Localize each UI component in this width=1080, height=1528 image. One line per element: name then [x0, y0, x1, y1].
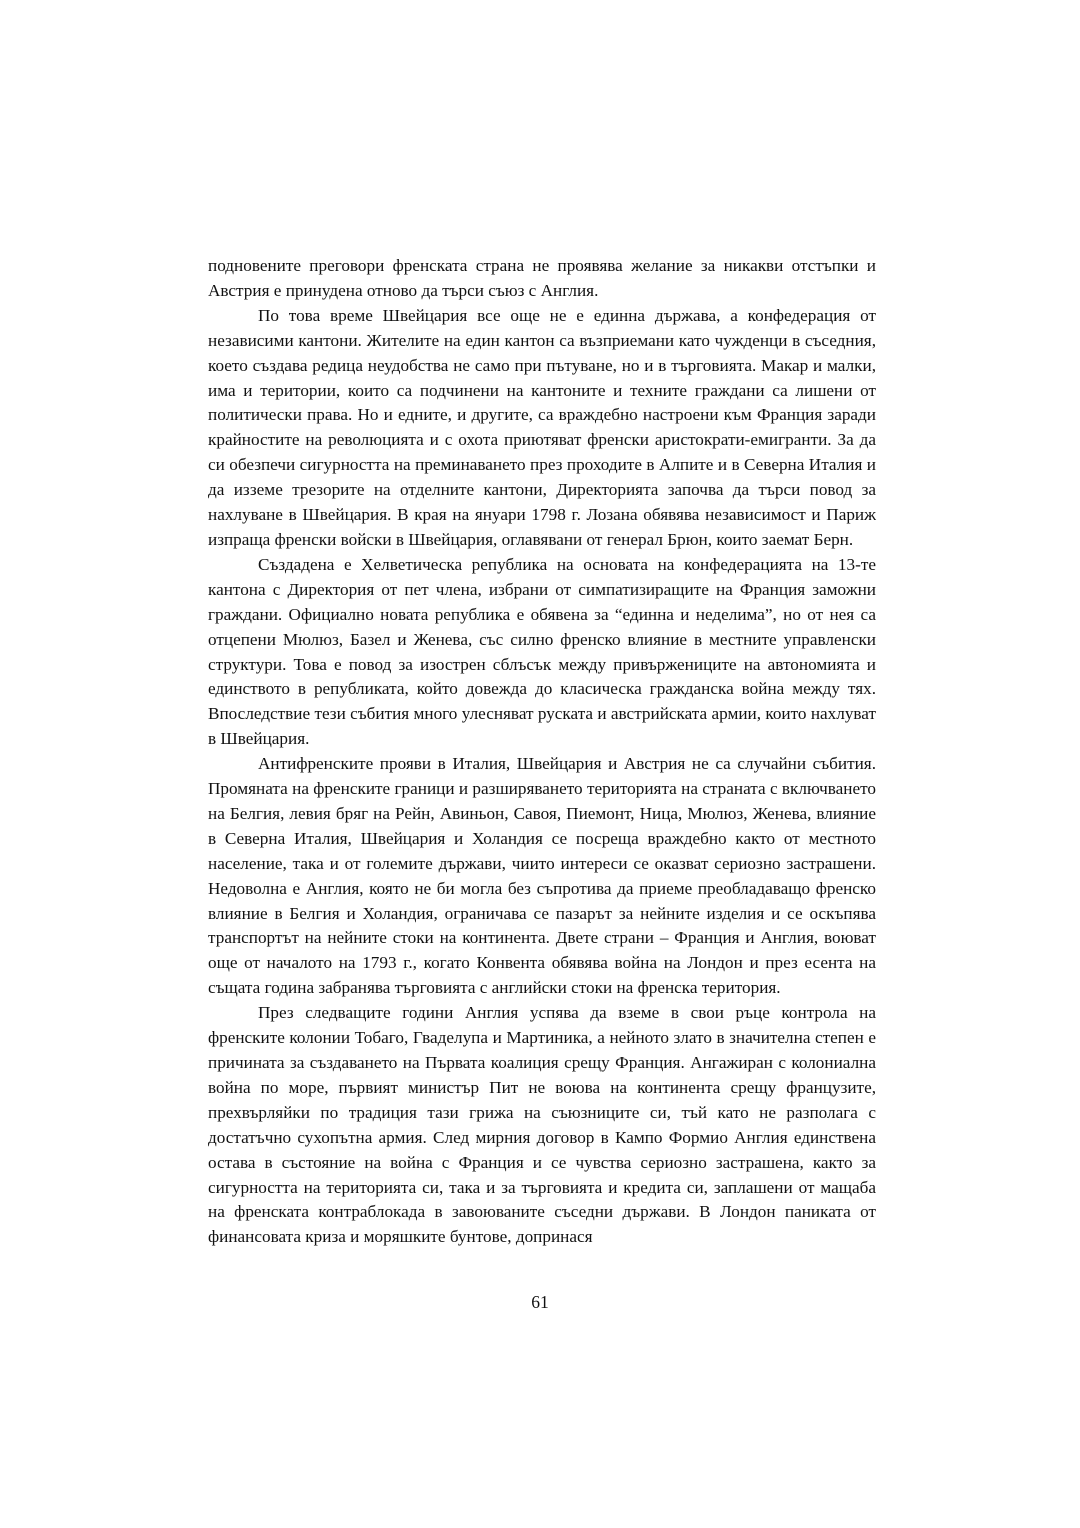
paragraph-england-colonies: През следващите години Англия успява да вземе в свои ръце контрола на френските колонии Тобаго, Гваделупа и Мартиника, а нейното злато в значителна степен е причината за създаването на Първата коалиция срещу Франция. Ангажиран с колониална война по море, първият министър Пит не воюва на континента срещу французите, прехвърляйки по традиция тази грижа на съюзниците си, тъй като не разполага с достатъчно сухопътна армия. След мирния договор в Кампо Формио Англия единствена остава в състояние на война с Франция и се чувства сериозно застрашена, както за сигурността на територията си, така и за търговията и кредита си, заплашени от мащаба на френската контраблокада в завоюваните съседни държави. В Лондон паниката от финансовата криза и моряшките бунтове, допринася: [208, 1003, 876, 1247]
paragraph-anti-french-actions: Антифренските прояви в Италия, Швейцария и Австрия не са случайни събития. Промяната на френските граници и разширяването територията на страната с включването на Белгия, левия бряг на Рейн, Авиньон, Савоя, Пиемонт, Ница, Мюлюз, Женева, влияние в Северна Италия, Швейцария и Холандия се посреща враждебно както от местното население, така и от големите държави, чиито интереси се оказват сериозно застрашени. Недоволна е Англия, която не би могла без съпротива да приеме преобладаващо френско влияние в Белгия и Холандия, ограничава се пазарът за нейните изделия и се оскъпява транспортът на нейните стоки на континента. Двете страни – Франция и Англия, воюват още от началото на 1793 г., когато Конвента обявява война на Лондон и през есента на същата година забранява търговията с английски стоки на френска територия.: [208, 754, 876, 998]
paragraph-helvetic-republic: Създадена е Хелветическа република на основата на конфедерацията на 13-те кантона с Директория от пет члена, избрани от симпатизиращите на Франция заможни граждани. Официално новата република е обявена за “единна и неделима”, но от нея са отцепени Мюлюз, Базел и Женева, със силно френско влияние в местните управленски структури. Това е повод за изострен сблъсък между привържениците на автономията и единството в републиката, който довежда до класическа гражданска война между тях. Впоследствие тези събития много улесняват руската и австрийската армии, които нахлуват в Швейцария.: [208, 554, 876, 749]
page-number: 61: [531, 1292, 549, 1312]
body-text: [208, 254, 876, 1250]
paragraph-switzerland-confederation: По това време Швейцария все още не е единна държава, а конфедерация от независими кантони. Жителите на един кантон са възприемани като чужденци в съседния, което създава редица неудобства не само при пътуване, но и в търговията. Макар и малки, има и територии, които са подчинени на кантоните и техните граждани са лишени от политически права. Но и едните, и другите, са враждебно настроени към Франция заради крайностите на революцията и с охота приютяват френски аристократи-емигранти. За да си обезпечи сигурността на преминаването през проходите в Алпите и в Северна Италия и да изземе трезорите на отделните кантони, Директорията започва да търси повод за нахлуване в Швейцария. В края на януари 1798 г. Лозана обявява независимост и Париж изпраща френски войски в Швейцария, оглавявани от генерал Брюн, които заемат Берн.: [208, 305, 876, 549]
paragraph-continuation: подновените преговори френската страна не проявява желание за никакви отстъпки и Австрия е принудена отново да търси съюз с Англия.: [208, 256, 876, 300]
